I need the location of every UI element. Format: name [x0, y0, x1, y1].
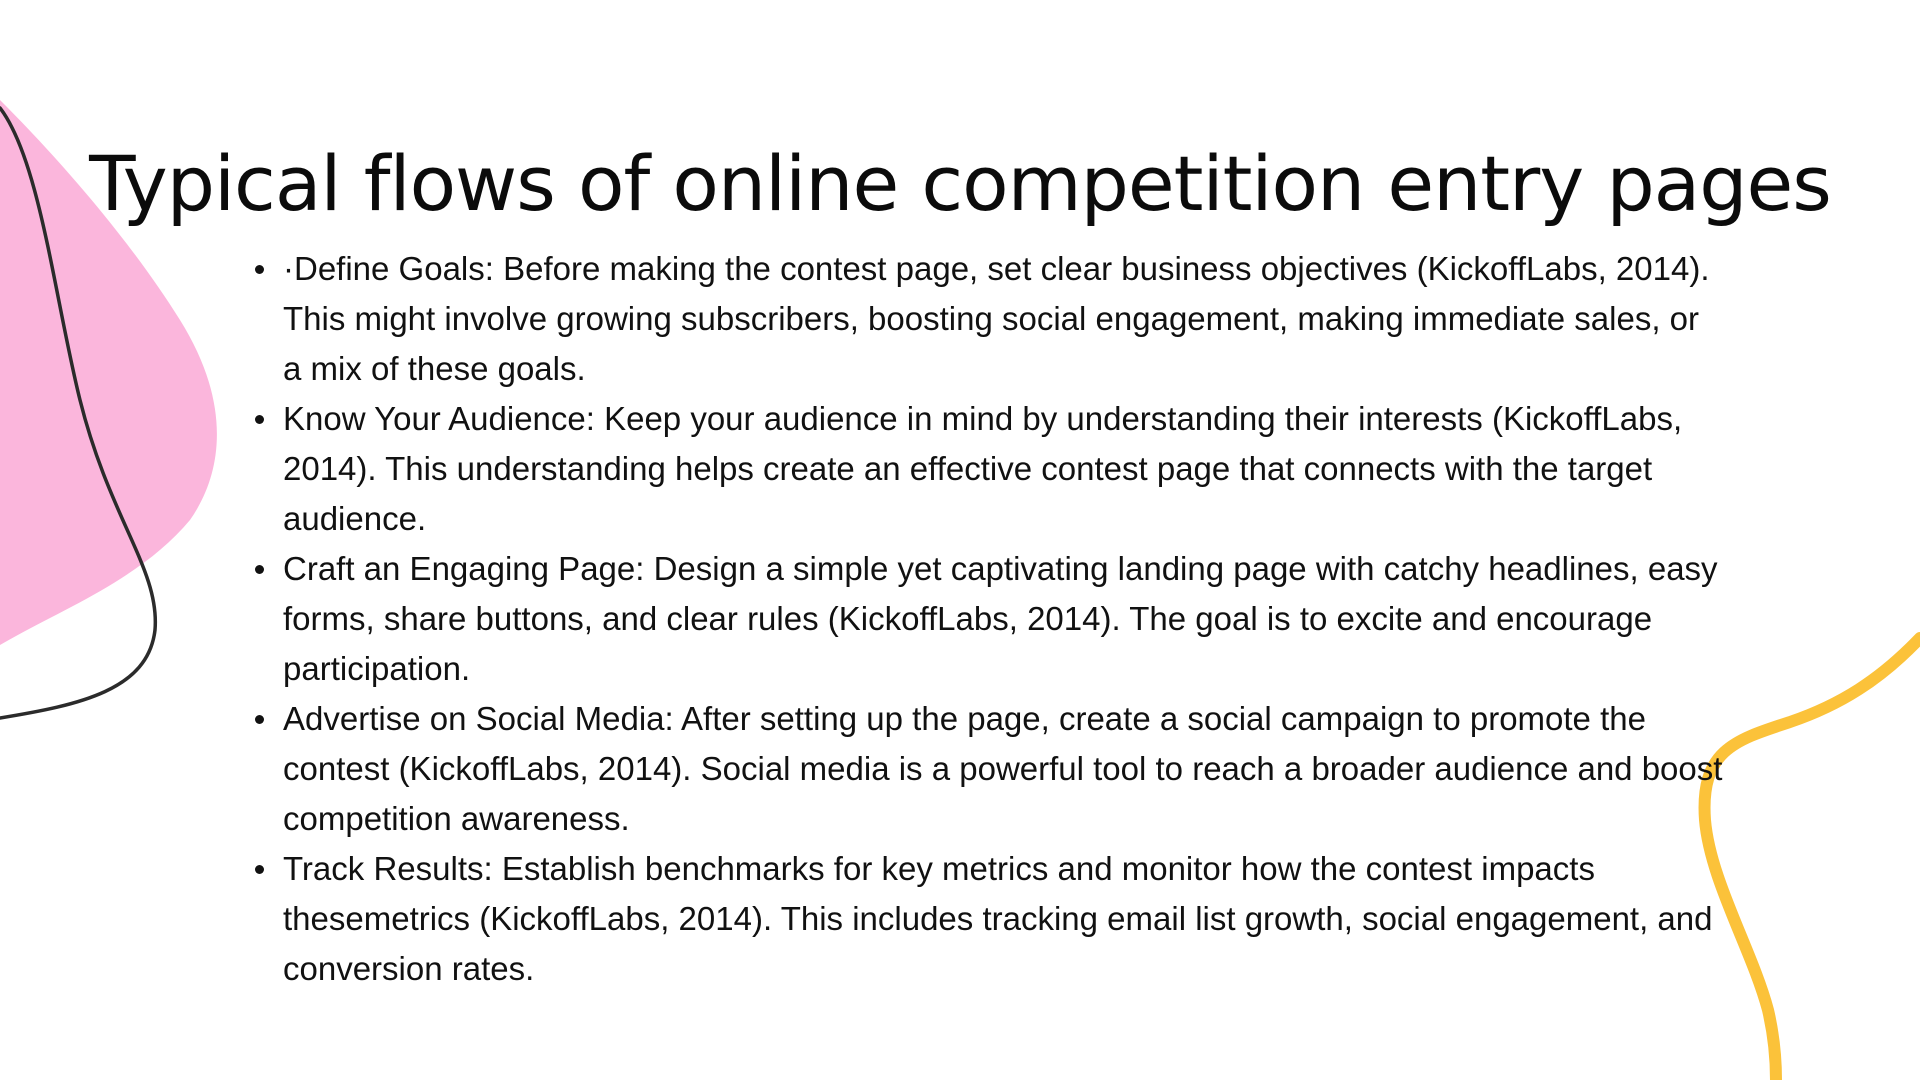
bullet-text: Know Your Audience: Keep your audience in mind by understanding their interests (KickoffLabs, 2014). This understanding helps create an effective contest page that connects with the target audience. — [283, 400, 1683, 537]
bullet-text: Track Results: Establish benchmarks for key metrics and monitor how the contest impacts thesemetrics (KickoffLabs, 2014). This includes tracking email list growth, social engagement, and conversion rates. — [283, 850, 1713, 987]
bullet-dot — [255, 565, 264, 574]
bullet-dot — [255, 415, 264, 424]
bullet-text: Advertise on Social Media: After setting up the page, create a social campaign to promote the contest (KickoffLabs, 2014). Social media is a powerful tool to reach a broader audience and boost competition awareness. — [283, 700, 1723, 837]
slide-title: Typical flows of online competition entry pages — [89, 138, 1831, 228]
yellow-squiggle-shape — [1705, 638, 1920, 1080]
bullet-text: Craft an Engaging Page: Design a simple yet captivating landing page with catchy headlines, easy forms, share buttons, and clear rules (KickoffLabs, 2014). The goal is to excite and encourage participation. — [283, 550, 1718, 687]
bullet-item-know-audience — [283, 394, 1723, 544]
bullet-item-track-results — [283, 844, 1723, 994]
bullet-list — [283, 244, 1723, 994]
bullet-dot — [255, 265, 264, 274]
bullet-item-craft-page — [283, 544, 1723, 694]
bullet-item-advertise-social — [283, 694, 1723, 844]
bullet-dot — [255, 865, 264, 874]
bullet-item-define-goals — [283, 244, 1723, 394]
bullet-text: ·Define Goals: Before making the contest page, set clear business objectives (KickoffLabs, 2014). This might involve growing subscribers, boosting social engagement, making immediate sales, or a mix of these goals. — [283, 250, 1710, 387]
bullet-dot — [255, 715, 264, 724]
